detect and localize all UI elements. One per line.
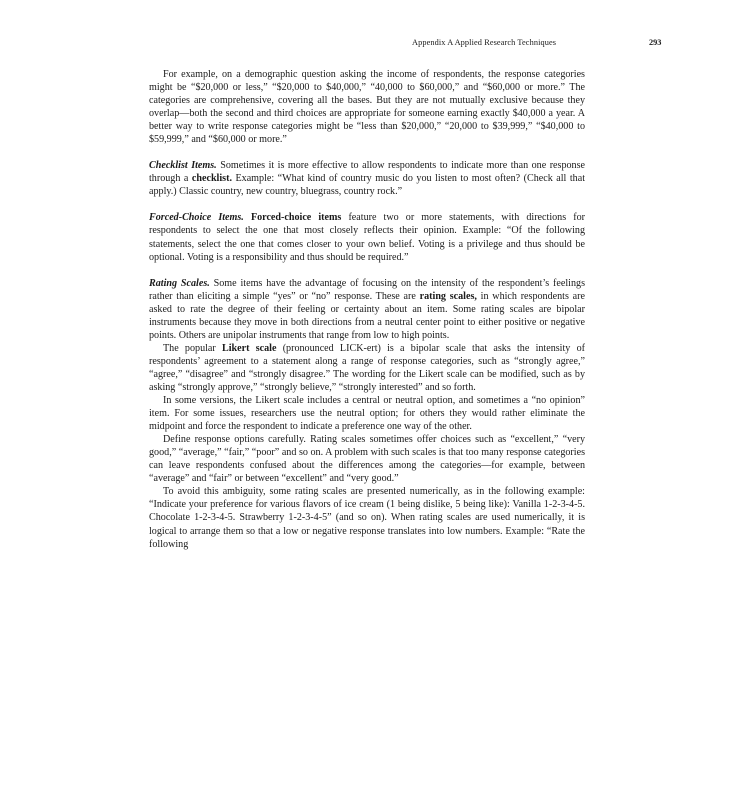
checklist-text-1: Sometimes it is more effective to allow respondents to indicate more than one response through a [149, 160, 586, 185]
paragraph-avoid-ambiguity: To avoid this ambiguity, some rating scales are presented numerically, as in the following example: “Indicate your preference for various flavors of ice cream (1 being dislike, 5 being like): Vanilla 1-2-3-4-5. Chocolate 1-2-3-4-5. Strawberry 1-2-3-4-5” (and so on). When rating scales are used numerically, it is logical to arrange them so that a low or negative response translates into low numbers. Example: “Rate the following [149, 486, 585, 550]
paragraph-likert-scale [149, 342, 585, 394]
forced-choice-text: feature two or more statements, with directions for respondents to select the one that most closely reflects their opinion. Example: “Of the following statements, select the one that comes closer to your own belief. Voting is a privilege and thus should be optional. Voting is a responsibility and thus should be required.” [149, 212, 585, 263]
run-in-head-rating-scales: Rating Scales. [149, 277, 210, 289]
running-head: Appendix A Applied Research Techniques [412, 38, 557, 47]
run-in-head-forced-choice: Forced-Choice Items. [149, 212, 244, 224]
paragraph-income-example: For example, on a demographic question asking the income of respondents, the response categories might be “$20,000 or less,” “$20,000 to $40,000,” “40,000 to $60,000,” and “$60,000 or more.” The categories are comprehensive, covering all the bases. But they are not mutually exclusive because they overlap—both the second and third choices are appropriate for someone earning exactly $40,000 a year. A better way to write response categories might be “less than $20,000,” “20,000 to $39,999,” “$40,000 to $59,999,” and “$60,000 or more.” [149, 69, 585, 146]
likert-text-1: The popular [163, 342, 222, 354]
likert-text-2: (pronounced LICK-ert) is a bipolar scale that asks the intensity of respondents’ agreement to a statement along a range of response categories, such as “strongly agree,” “agree,” “disagree” and “strongly disagree.” The wording for the Likert scale can be modified, such as by asking “strongly approve,” “strongly believe,” “strongly interested” and so forth. [149, 342, 585, 393]
page-number: 293 [649, 38, 662, 47]
run-in-head-checklist: Checklist Items. [149, 160, 217, 172]
rating-text-1: Some items have the advantage of focusing on the intensity of the respondent’s feelings rather than eliciting a simple “yes” or “no” response. These are [149, 277, 585, 302]
checklist-text-2: Example: “What kind of country music do you listen to most often? (Check all that apply.) Classic country, new country, bluegrass, country rock.” [149, 173, 585, 198]
paragraph-define-options: Define response options carefully. Rating scales sometimes offer choices such as “excellent,” “very good,” “average,” “fair,” “poor” and so on. A problem with such scales is that too many response categories can leave respondents confused about the differences among the categories—for example, between “average” and “fair” or between “excellent” and “very good.” [149, 434, 585, 485]
term-forced-choice: Forced-choice items [250, 212, 342, 224]
term-rating-scales: rating scales, [419, 290, 477, 302]
term-likert-scale: Likert scale [222, 342, 277, 354]
body-text [149, 68, 585, 551]
paragraph-rating-scales [149, 277, 585, 342]
term-checklist: checklist. [191, 173, 232, 185]
paragraph-forced-choice [149, 211, 585, 263]
paragraph-neutral-option: In some versions, the Likert scale includes a central or neutral option, and sometimes a “no opinion” item. For some issues, researchers use the neutral option; for others they would rather eliminate the midpoint and force the respondent to indicate a preference one way of the other. [149, 395, 585, 433]
paragraph-checklist-items [149, 159, 585, 198]
rating-text-2: in which respondents are asked to rate the degree of their feeling or certainty about an item. Some rating scales are bipolar instruments because they move in both directions from a neutral center point to either positive or negative points. Others are unipolar instruments that range from low to high points. [149, 290, 585, 341]
